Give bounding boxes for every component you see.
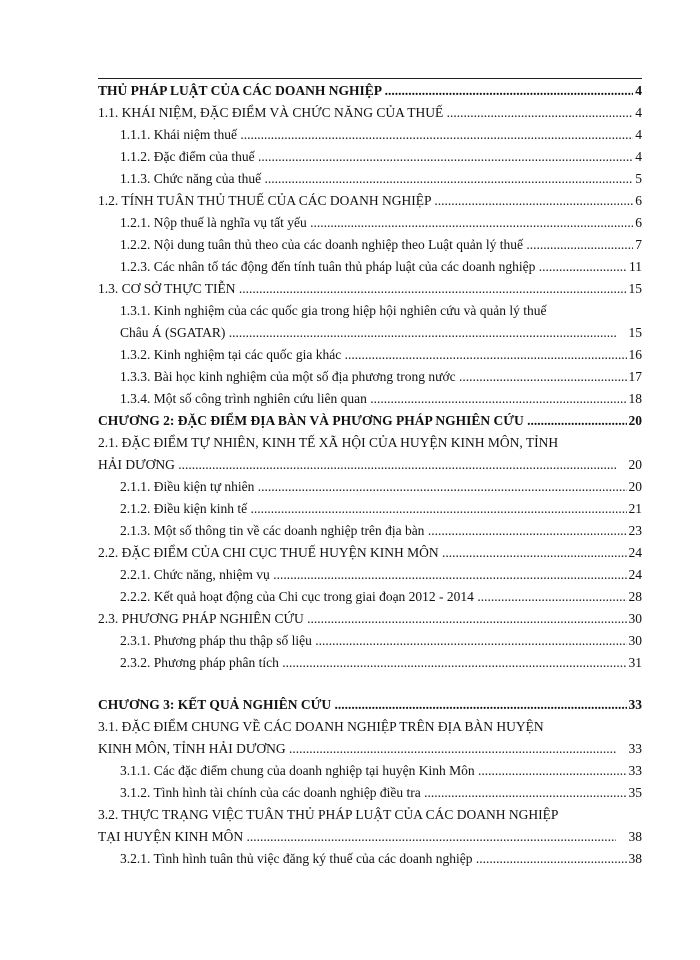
- toc-entry-title: 2.1.2. Điều kiện kinh tế .....: [120, 498, 642, 520]
- top-rule: [98, 78, 642, 79]
- toc-entry-title: 2.3.2. Phương pháp phân tích .....: [120, 652, 642, 674]
- toc-entry[interactable]: [98, 80, 642, 102]
- toc-entry-title: [98, 804, 642, 848]
- toc-entry-title-line1: 1.3.1. Kinh nghiệm của các quốc gia trong hiệp hội nghiên cứu và quản lý thuế: [120, 303, 547, 318]
- toc-entry-title: 2.3. PHƯƠNG PHÁP NGHIÊN CỨU .....: [98, 608, 642, 630]
- toc-entry-page: 33: [627, 738, 643, 760]
- toc-entry-page: 15: [627, 322, 643, 344]
- toc-entry-title: 1.1.1. Khái niệm thuế .....: [120, 124, 642, 146]
- toc-entry-title-line2: TẠI HUYỆN KINH MÔN .....: [98, 826, 616, 848]
- toc-entry-page: 17: [627, 366, 643, 388]
- toc-entry[interactable]: [98, 168, 642, 190]
- toc-entry-title-line2: HẢI DƯƠNG .....: [98, 454, 616, 476]
- toc-entry-title: 3.1.1. Các đặc điểm chung của doanh nghiệp tại huyện Kinh Môn .....: [120, 760, 642, 782]
- toc-entry-title: CHƯƠNG 2: ĐẶC ĐIỂM ĐỊA BÀN VÀ PHƯƠNG PHÁP NGHIÊN CỨU .....: [98, 410, 642, 432]
- toc-entry-page: 7: [633, 234, 642, 256]
- toc-entry-title: 1.3.4. Một số công trình nghiên cứu liên quan .....: [120, 388, 642, 410]
- toc-entry-page: 23: [627, 520, 643, 542]
- toc-entry-page: 28: [627, 586, 643, 608]
- toc-entry[interactable]: [98, 760, 642, 782]
- toc-entry-page: 33: [627, 694, 643, 716]
- toc-entry[interactable]: [98, 586, 642, 608]
- toc-entry-title: 2.3.1. Phương pháp thu thập số liệu .....: [120, 630, 642, 652]
- toc-entry[interactable]: [98, 652, 642, 674]
- toc-entry-title: 2.1.3. Một số thông tin về các doanh nghiệp trên địa bàn .....: [120, 520, 642, 542]
- toc-entry-title: 1.2. TÍNH TUÂN THỦ THUẾ CỦA CÁC DOANH NGHIỆP .....: [98, 190, 642, 212]
- toc-entry-title: 2.2. ĐẶC ĐIỂM CỦA CHI CỤC THUẾ HUYỆN KINH MÔN .....: [98, 542, 642, 564]
- toc-entry[interactable]: [98, 432, 642, 476]
- toc-entry-title: 3.1.2. Tình hình tài chính của các doanh nghiệp điều tra .....: [120, 782, 642, 804]
- toc-entry-title: 2.2.1. Chức năng, nhiệm vụ .....: [120, 564, 642, 586]
- toc-entry-title: [98, 432, 642, 476]
- toc-entry[interactable]: [98, 388, 642, 410]
- toc-entry-title: 2.1.1. Điều kiện tự nhiên .....: [120, 476, 642, 498]
- toc-entry-page: 33: [627, 760, 643, 782]
- toc-entry-page: 6: [633, 212, 642, 234]
- toc-entry-page: 20: [627, 410, 643, 432]
- toc-entry[interactable]: [98, 694, 642, 716]
- toc-entry-page: 11: [627, 256, 642, 278]
- toc-entry-title: [98, 716, 642, 760]
- toc-entry-page: 15: [627, 278, 643, 300]
- toc-entry[interactable]: [98, 102, 642, 124]
- toc-entry[interactable]: [98, 476, 642, 498]
- toc-entry-title: 1.1.2. Đặc điểm của thuế .....: [120, 146, 642, 168]
- toc-entry[interactable]: [98, 278, 642, 300]
- toc-entry-title: 1.3.2. Kinh nghiệm tại các quốc gia khác .....: [120, 344, 642, 366]
- toc-entry[interactable]: [98, 344, 642, 366]
- toc-entry-title: CHƯƠNG 3: KẾT QUẢ NGHIÊN CỨU .....: [98, 694, 642, 716]
- toc-entry-title: 1.2.3. Các nhân tố tác động đến tính tuân thủ pháp luật của các doanh nghiệp .....: [120, 256, 642, 278]
- toc-entry-page: 4: [633, 102, 642, 124]
- toc-entry-page: 4: [633, 124, 642, 146]
- toc-entry[interactable]: [98, 234, 642, 256]
- toc-entry-title: 1.2.2. Nội dung tuân thủ theo của các doanh nghiệp theo Luật quản lý thuế .....: [120, 234, 642, 256]
- toc-entry[interactable]: [98, 146, 642, 168]
- toc-entry[interactable]: [98, 498, 642, 520]
- toc-entry-page: 35: [627, 782, 643, 804]
- table-of-contents: [98, 80, 642, 870]
- toc-entry-page: 38: [627, 826, 643, 848]
- toc-entry-page: 6: [633, 190, 642, 212]
- toc-entry-page: 16: [627, 344, 643, 366]
- toc-entry-page: 38: [627, 848, 643, 870]
- toc-entry-page: 5: [633, 168, 642, 190]
- toc-entry-page: 24: [627, 564, 643, 586]
- toc-entry[interactable]: [98, 564, 642, 586]
- toc-entry-title: 1.3. CƠ SỞ THỰC TIỄN .....: [98, 278, 642, 300]
- toc-entry-title: [120, 300, 642, 344]
- toc-entry-page: 4: [633, 80, 642, 102]
- toc-entry-title: 1.1. KHÁI NIỆM, ĐẶC ĐIỂM VÀ CHỨC NĂNG CỦA THUẾ .....: [98, 102, 642, 124]
- toc-entry[interactable]: [98, 366, 642, 388]
- section-gap: [98, 674, 642, 694]
- toc-entry-page: 30: [627, 608, 643, 630]
- toc-entry-page: 31: [627, 652, 643, 674]
- toc-entry[interactable]: [98, 630, 642, 652]
- toc-entry-title-line1: 2.1. ĐẶC ĐIỂM TỰ NHIÊN, KINH TẾ XÃ HỘI CỦA HUYỆN KINH MÔN, TỈNH: [98, 435, 559, 450]
- toc-entry[interactable]: [98, 190, 642, 212]
- toc-entry-page: 20: [627, 454, 643, 476]
- toc-entry[interactable]: [98, 782, 642, 804]
- toc-entry[interactable]: [98, 716, 642, 760]
- toc-entry-title-line2: KINH MÔN, TỈNH HẢI DƯƠNG .....: [98, 738, 616, 760]
- toc-entry-title: 1.1.3. Chức năng của thuế .....: [120, 168, 642, 190]
- toc-entry-page: 18: [627, 388, 643, 410]
- toc-entry[interactable]: [98, 542, 642, 564]
- toc-entry-page: 24: [627, 542, 643, 564]
- toc-entry-page: 30: [627, 630, 643, 652]
- toc-entry[interactable]: [98, 804, 642, 848]
- toc-entry[interactable]: [98, 124, 642, 146]
- toc-entry-page: 20: [627, 476, 643, 498]
- toc-entry[interactable]: [98, 848, 642, 870]
- toc-entry[interactable]: [98, 212, 642, 234]
- toc-entry-title: THỦ PHÁP LUẬT CỦA CÁC DOANH NGHIỆP .....: [98, 80, 642, 102]
- toc-entry[interactable]: [98, 256, 642, 278]
- toc-entry[interactable]: [98, 608, 642, 630]
- toc-entry[interactable]: [98, 520, 642, 542]
- toc-entry-title-line1: 3.1. ĐẶC ĐIỂM CHUNG VỀ CÁC DOANH NGHIỆP TRÊN ĐỊA BÀN HUYỆN: [98, 719, 544, 734]
- toc-entry-title: 2.2.2. Kết quả hoạt động của Chi cục trong giai đoạn 2012 - 2014 .....: [120, 586, 642, 608]
- toc-entry-title-line2: Châu Á (SGATAR) .....: [120, 322, 616, 344]
- toc-entry[interactable]: [98, 300, 642, 344]
- toc-entry[interactable]: [98, 410, 642, 432]
- toc-entry-title: 3.2.1. Tình hình tuân thủ việc đăng ký thuế của các doanh nghiệp .....: [120, 848, 642, 870]
- toc-entry-page: 21: [627, 498, 643, 520]
- toc-entry-page: 4: [633, 146, 642, 168]
- toc-entry-title: 1.2.1. Nộp thuế là nghĩa vụ tất yếu .....: [120, 212, 642, 234]
- toc-entry-title-line1: 3.2. THỰC TRẠNG VIỆC TUÂN THỦ PHÁP LUẬT CỦA CÁC DOANH NGHIỆP: [98, 807, 559, 822]
- toc-entry-title: 1.3.3. Bài học kinh nghiệm của một số địa phương trong nước .....: [120, 366, 642, 388]
